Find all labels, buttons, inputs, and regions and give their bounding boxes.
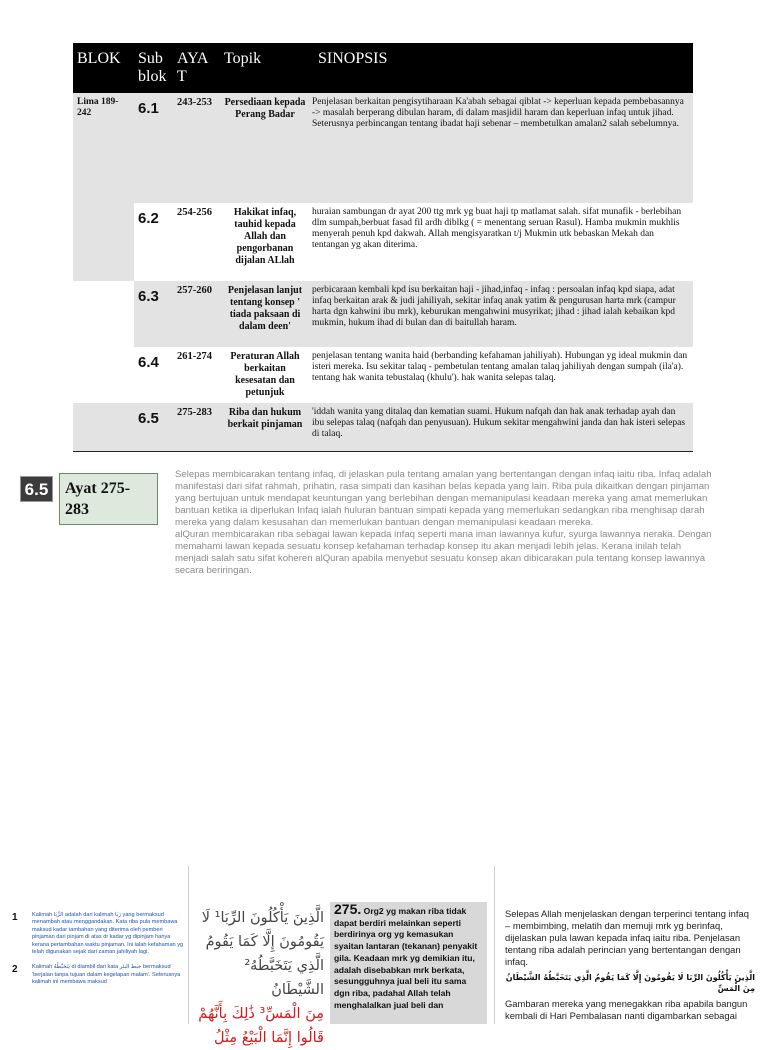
footnote-item [12, 964, 184, 986]
column-divider [494, 866, 495, 1024]
blok-cell-empty [73, 281, 134, 347]
footnote-number: 1 [12, 912, 18, 923]
footnote-text: Kalimah يَتَخَبَّطُهُ di diambil dari kata خبط البئر bermaksud 'berjalan tanpa tujuan dalam kegelapan malam'. Seterusnya kalimah ini membawa maksud [32, 964, 181, 986]
ayah-number: 275. [334, 901, 362, 917]
commentary-arabic-quote: الَّذِينَ يَأْكُلُونَ الرِّبَا لَا يَقُومُونَ إِلَّا كَمَا يَقُومُ الَّذِي يَتَخَبَّطُهُ الشَّيْطَانُ مِنَ الْمَسِّ [505, 973, 755, 993]
arabic-verse-line: يَقُومُونَ إِلَّا كَمَا يَقُومُ [205, 934, 324, 950]
table-row [73, 281, 693, 347]
translation-body: Org2 yg makan riba tidak dapat berdiri melainkan seperti berdirinya org yg kemasukan syaitan lantaran (tekanan) penyakit gila. Keadaan mrk yg demikian itu, adalah disebabkan mrk berkata, sesungguhnya jual beli itu sama dgn riba, padahal Allah telah menghalalkan jual beli dan [334, 906, 478, 1010]
header-sinopsis: SINOPSIS [310, 43, 693, 93]
translation-text [334, 901, 484, 1011]
sinopsis-cell: penjelasan tentang wanita haid (berbanding kefahaman jahiliyah). Hubungan yg ideal mukmin dan isteri mereka. Isu sekitar talaq - pembetulan tentang amalan talaq jahiliyah dengan sumpah (ila'a). tentang hak wanita tebustalaq (khulu'). hak wanita selepas talaq. [310, 347, 693, 403]
blok-cell-empty [73, 347, 134, 403]
header-blok: BLOK [73, 43, 134, 93]
ayat-cell: 254-256 [173, 203, 220, 281]
synopsis-table [73, 43, 693, 452]
column-divider [188, 866, 189, 1024]
footnote-item [12, 912, 184, 956]
ayat-cell: 275-283 [173, 403, 220, 451]
commentary-paragraph: Selepas Allah menjelaskan dengan terperinci tentang infaq – membimbing, melatih dan memuji mrk yg berinfaq, dijelaskan pula lawan kepada infaq iaitu riba. Penjelasan tentang riba adalah perincian yang bertentangan dengan infaq. [505, 908, 749, 967]
topik-cell: Penjelasan lanjut tentang konsep ' tiada paksaan di dalam deen' [220, 281, 310, 347]
ayat-cell: 243-253 [173, 93, 220, 203]
blok-cell-empty [73, 203, 134, 281]
sub-blok-cell: 6.4 [134, 347, 173, 403]
footnote-text: Kalimah الرِّبَا adalah dari kalimah رَبَا yang bermaksud menambah atau menggandakan. Kata riba pula membawa maksud kadar tambahan yang diterima oleh pemberi pinjaman dari pinjam di atas dr kadar yg dipinjam hanya kerana pertambahan waktu pinjaman. Ini ialah kefahaman yg telah digunakan sejak dari zaman jahiliyah lagi. [32, 912, 184, 956]
topik-cell: Persediaan kepada Perang Badar [220, 93, 310, 203]
arabic-verse-line: الَّذِينَ يَأْكُلُونَ الرِّبَا¹ لَا [201, 910, 324, 926]
sub-blok-cell: 6.5 [134, 403, 173, 451]
commentary-column [505, 908, 755, 1022]
intro-paragraph: alQuran membicarakan riba sebagai lawan kepada infaq seperti mana iman lawannya kufur, syurga lawannya neraka. Dengan memahami lawan kepada sesuatu konsep kefahaman terhadap konsep itu akan menjadi lebih jelas. Kerana inilah telah menjadi salah satu sifat koheren alQuran apabila menyebut sesuatu konsep akan dibicarakan pula tentang konsep lawannya secara beriringan. [175, 529, 712, 576]
header-sub-blok: Sub blok [134, 43, 173, 93]
arabic-verse-line: قَالُوا إِنَّمَا الْبَيْعُ مِثْلُ [213, 1030, 324, 1046]
sinopsis-cell: 'iddah wanita yang ditalaq dan kematian suami. Hukum nafqah dan hak anak terhadap ayah dan ibu selepas talaq (nafqah dan penyusuan). Hukum sekitar mengahwini janda dan hak isteri selepas di talaq. [310, 403, 693, 451]
blok-cell: Lima 189-242 [73, 93, 134, 203]
topik-cell: Hakikat infaq, tauhid kepada Allah dan pengorbanan dijalan ALlah [220, 203, 310, 281]
ayat-cell: 257-260 [173, 281, 220, 347]
table-header-row [73, 43, 693, 93]
arabic-verse-line: مِنَ الْمَسِّ³ ذَٰلِكَ بِأَنَّهُمْ [198, 1006, 324, 1022]
sinopsis-cell: perbicaraan kembali kpd isu berkaitan haji - jihad,infaq - infaq : persoalan infaq kpd siapa, adat infaq berkaitan arak & judi jahiliyah, sekitar infaq anak yatim & pengurusan harta mrk (campur harta dgn kahwini ibu mrk), keburukan mengahwini musyrikat; jihad : jihad ialah kebaikan kpd mukmin, hukum ihad di bulan dan di baitullah haram. [310, 281, 693, 347]
section-intro-text [175, 469, 715, 577]
table-row [73, 347, 693, 403]
blok-cell-empty [73, 403, 134, 451]
header-topik: Topik [220, 43, 310, 93]
arabic-verse-column [194, 906, 324, 1050]
sub-blok-cell: 6.2 [134, 203, 173, 281]
table-row [73, 93, 693, 203]
ayat-cell: 261-274 [173, 347, 220, 403]
arabic-verse-line: الَّذِي يَتَخَبَّطُهُ² الشَّيْطَانُ [244, 958, 324, 998]
table-row [73, 403, 693, 451]
commentary-paragraph: Gambaran mereka yang menegakkan riba apabila bangun kembali di Hari Pembalasan nanti digambarkan sebagai [505, 998, 748, 1021]
topik-cell: Peraturan Allah berkaitan kesesatan dan petunjuk [220, 347, 310, 403]
section-number-badge: 6.5 [20, 476, 53, 502]
table-row [73, 203, 693, 281]
sub-blok-cell: 6.1 [134, 93, 173, 203]
section-title-box: Ayat 275-283 [59, 473, 158, 525]
sinopsis-cell: Penjelasan berkaitan pengisytiharaan Ka'abah sebagai qiblat -> keperluan kepada pembebasannya -> masalah berperang dibulan haram, di dalam masjidil haram dan keperluan infaq untuk jihad. Seterusnya perbincangan tentang ibadat haji sebenar – membetulkan amalan2 salah sebelumnya. [310, 93, 693, 203]
footnote-number: 2 [12, 964, 18, 976]
sinopsis-cell: huraian sambungan dr ayat 200 ttg mrk yg buat haji tp matlamat salah. sifat munafik - berlebihan dlm sumpah,berbuat fasad fil ardh diblkg ( = menentang seruan Rasul). Hamba mukmin mukhlis menyerah penuh kpd dakwah. Allah mengisyaratkan t/j Mukmin utk bebaskan Mekah dan tentangan yg akan diterima. [310, 203, 693, 281]
topik-cell: Riba dan hukum berkait pinjaman [220, 403, 310, 451]
footnotes-column [12, 912, 184, 995]
sub-blok-cell: 6.3 [134, 281, 173, 347]
intro-paragraph: Selepas membicarakan tentang infaq, di jelaskan pula tentang amalan yang bertentangan dengan infaq iaitu riba. Infaq adalah manifestasi dari sifat rahmah, prihatin, rasa simpati dan kasihan belas kepada yang lain. Riba pula dikaitkan dengan pinjaman yang bertujuan untuk mendapat keuntungan yang berlebihan dengan memanipulasi keadaan mereka yang amat memerlukan bantuan ketika ia diperlukan Infaq ialah huluran bantuan simpati kepada yang memerlukan sedangkan riba menghisap darah mereka yang dalam kesusahan dan memerlukan bantuan dengan memanipulasi keadaan mereka. [175, 469, 712, 528]
header-ayat: AYA T [173, 43, 220, 93]
